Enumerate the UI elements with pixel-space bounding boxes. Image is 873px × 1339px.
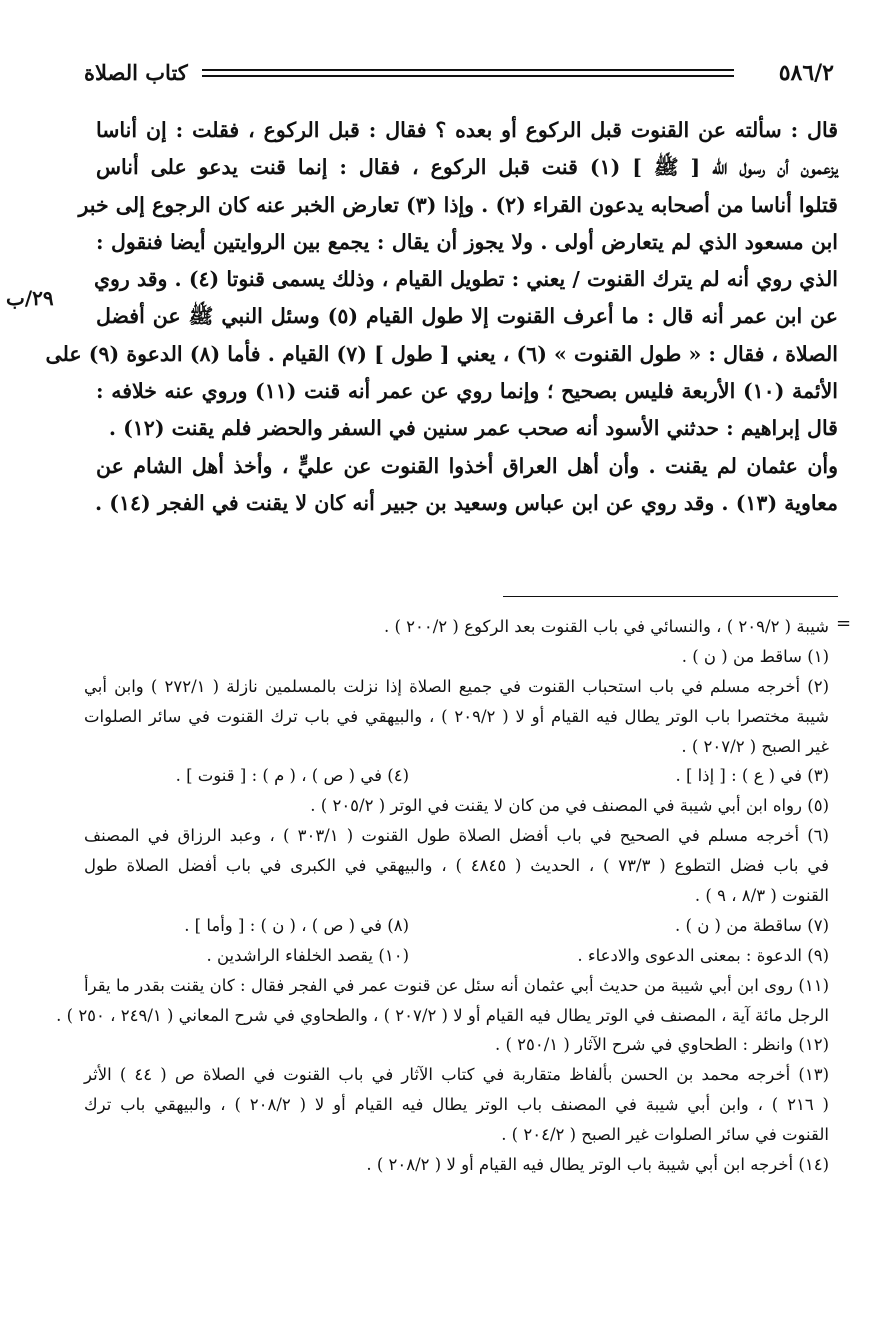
footnote-line: (٥) رواه ابن أبي شيبة في المصنف في من كان لا يقنت في الوتر ( ٢٠٥/٢ ) . [310, 796, 829, 816]
header-double-rule [202, 69, 734, 77]
footnote-line: (١٣) أخرجه محمد بن الحسن بألفاظ متقاربة في كتاب الآثار في باب القنوت في الصلاة ص ( ٤٤ ) الأثر [84, 1065, 829, 1085]
footnote-line: القنوت ( ٨/٣ ، ٩ ) . [694, 886, 829, 906]
footnote-row [84, 911, 829, 941]
main-text-line: يزعمون أن رسول اللّٰه [ ﷺ ] (١) قنت قبل الركوع ، فقال : إنما قنت يدعو على أناس [96, 155, 838, 180]
main-text-line: ابن مسعود الذي لم يتعارض أولى . ولا يجوز أن يقال : يجمع بين الروايتين أيضا فنقول : [96, 229, 838, 254]
main-text-line: قال : سألته عن القنوت قبل الركوع أو بعده ؟ فقال : قبل الركوع ، فقلت : إن أناسا [96, 118, 838, 142]
main-text-line: قال إبراهيم : حدثني الأسود أنه صحب عمر سنين في السفر والحضر فلم يقنت (١٢) . [108, 416, 838, 441]
page-number: ٥٨٦/٢ [778, 60, 834, 86]
footnote-item: (٤) في ( ص ) ، ( م ) : [ قنوت ] . [175, 766, 409, 786]
footnote-separator [503, 596, 838, 597]
footnote-line: (٢) أخرجه مسلم في باب استحباب القنوت في جميع الصلاة إذا نزلت بالمسلمين نازلة ( ٢٧٢/١ ) وابن أبي [84, 676, 830, 696]
page-header [84, 58, 834, 88]
footnote-line: ( ٢١٦ ) ، وابن أبي شيبة في المصنف باب الوتر يطال فيه القيام أو لا ( ٢٠٨/٢ ) ، والبيهقي باب ترك [84, 1095, 829, 1115]
footnote-continuation-mark: = [836, 613, 852, 634]
main-text-line: الأئمة (١٠) الأربعة فليس بصحيح ؛ وإنما روي عن عمر أنه قنت (١١) وروي عنه خلافه : [96, 379, 838, 404]
main-text-line: وأن عثمان لم يقنت . وأن أهل العراق أخذوا القنوت عن عليٍّ ، وأخذ أهل الشام عن [96, 453, 838, 478]
main-text [45, 112, 838, 522]
footnote-item: (٩) الدعوة : بمعنى الدعوى والادعاء . [577, 945, 829, 965]
footnotes [56, 612, 830, 1180]
footnote-line: في باب فضل التطوع ( ٧٣/٣ ) ، الحديث ( ٤٨٤٥ ) ، والبيهقي في الكبرى في باب أفضل الصلاة طول [84, 856, 829, 876]
footnote-line: شيبة ( ٢٠٩/٢ ) ، والنسائي في باب القنوت بعد الركوع ( ٢٠٠/٢ ) . [383, 617, 829, 636]
manuscript-folio-note: ٢٩/ب [6, 286, 54, 310]
footnote-line: (١١) روى ابن أبي شيبة من حديث أبي عثمان أنه سئل عن قنوت عمر في الفجر فقال : كان يقنت بقدر ما يقرأ [84, 975, 829, 995]
main-text-line: الذي روي أنه لم يترك القنوت / يعني : تطويل القيام ، وذلك يسمى قنوتا (٤) . وقد روي [93, 267, 838, 292]
footnote-item: (٣) في ( ع ) : [ إذا ] . [675, 766, 829, 786]
footnote-row [84, 761, 829, 791]
footnote-line: شيبة مختصرا باب الوتر يطال فيه القيام أو لا ( ٢٠٩/٢ ) ، والبيهقي في باب ترك القنوت في سائر الصلوات [84, 706, 830, 726]
footnote-line: الرجل مائة آية ، المصنف في الوتر يطال فيه القيام أو لا ( ٢٠٧/٢ ) ، والطحاوي في شرح المعاني ( ٢٤٩/١ ، ٢٥٠ ) . [56, 1005, 829, 1025]
footnote-line: غير الصبح ( ٢٠٧/٢ ) . [681, 736, 829, 756]
footnote-item: (١٠) يقصد الخلفاء الراشدين . [206, 945, 409, 965]
footnote-line: (١٤) أخرجه ابن أبي شيبة باب الوتر يطال فيه القيام أو لا ( ٢٠٨/٢ ) . [366, 1155, 829, 1175]
footnote-item: (٨) في ( ص ) ، ( ن ) : [ وأما ] . [184, 915, 409, 935]
footnote-line: (١٢) وانظر : الطحاوي في شرح الآثار ( ٢٥٠/١ ) . [494, 1035, 829, 1055]
footnote-line: (٦) أخرجه مسلم في الصحيح في باب أفضل الصلاة طول القنوت ( ٣٠٣/١ ) ، وعبد الرزاق في المصنف [84, 826, 829, 846]
footnote-line: القنوت في سائر الصلوات غير الصبح ( ٢٠٤/٢ ) . [501, 1125, 829, 1145]
main-text-line: الصلاة ، فقال : « طول القنوت » (٦) ، يعني [ طول ] (٧) القيام . فأما (٨) الدعوة (٩) على [45, 341, 838, 366]
footnote-line: (١) ساقط من ( ن ) . [681, 646, 829, 666]
main-text-line: قتلوا أناسا من أصحابه يدعون القراء (٢) . وإذا (٣) تعارض الخبر عنه كان الرجوع إلى خبر [78, 192, 838, 217]
running-title: كتاب الصلاة [84, 60, 188, 85]
main-text-line: عن ابن عمر أنه قال : ما أعرف القنوت إلا طول القيام (٥) وسئل النبي ﷺ عن أفضل [96, 304, 838, 329]
main-text-line: معاوية (١٣) . وقد روي عن ابن عباس وسعيد بن جبير أنه كان لا يقنت في الفجر (١٤) . [94, 490, 838, 515]
footnote-row [84, 941, 829, 971]
footnote-item: (٧) ساقطة من ( ن ) . [675, 915, 829, 935]
